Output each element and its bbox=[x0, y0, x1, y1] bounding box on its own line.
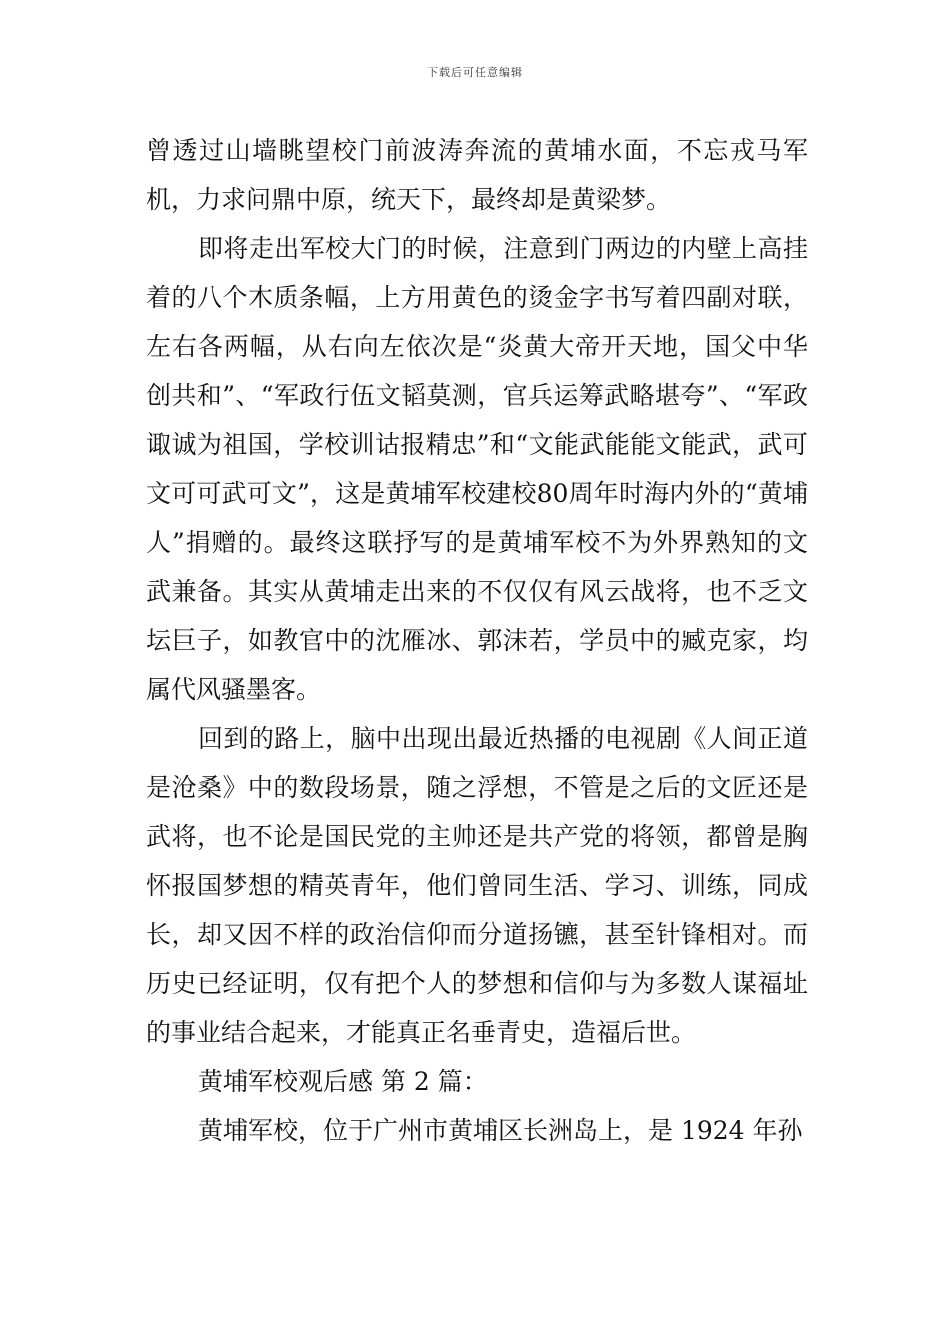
document-body bbox=[146, 126, 808, 1155]
page-header: 下载后可任意编辑 bbox=[427, 66, 523, 79]
paragraph-4: 黄埔军校，位于广州市黄埔区长洲岛上，是 1924 年孙 bbox=[198, 1116, 803, 1145]
paragraph-1: 曾透过山墙眺望校门前波涛奔流的黄埔水面，不忘戎马军机，力求问鼎中原，统天下，最终却是黄梁梦。 bbox=[146, 136, 808, 214]
paragraph-2: 即将走出军校大门的时候，注意到门两边的内壁上高挂着的八个木质条幅，上方用黄色的烫金字书写着四副对联，左右各两幅，从右向左依次是“炎黄大帝开天地，国父中华创共和”、“军政行伍文韬莫测，官兵运筹武略堪夸”、“军政诹诚为祖国，学校训诂报精忠”和“文能武能能文能武，武可文可可武可文”，这是黄埔军校建校80周年时海内外的“黄埔人”捐赠的。最终这联抒写的是黄埔军校不为外界熟知的文武兼备。其实从黄埔走出来的不仅仅有风云战将，也不乏文坛巨子，如教官中的沈雁冰、郭沫若，学员中的臧克家，均属代风骚墨客。 bbox=[146, 234, 808, 704]
section-heading: 黄埔军校观后感 第 2 篇： bbox=[198, 1067, 488, 1096]
paragraph-3: 回到的路上，脑中出现出最近热播的电视剧《人间正道是沧桑》中的数段场景，随之浮想，不管是之后的文匠还是武将，也不论是国民党的主帅还是共产党的将领，都曾是胸怀报国梦想的精英青年，他们曾同生活、学习、训练，同成长，却又因不样的政治信仰而分道扬镳，甚至针锋相对。而历史已经证明，仅有把个人的梦想和信仰与为多数人谋福址的事业结合起来，才能真正名垂青史，造福后世。 bbox=[146, 724, 808, 1047]
